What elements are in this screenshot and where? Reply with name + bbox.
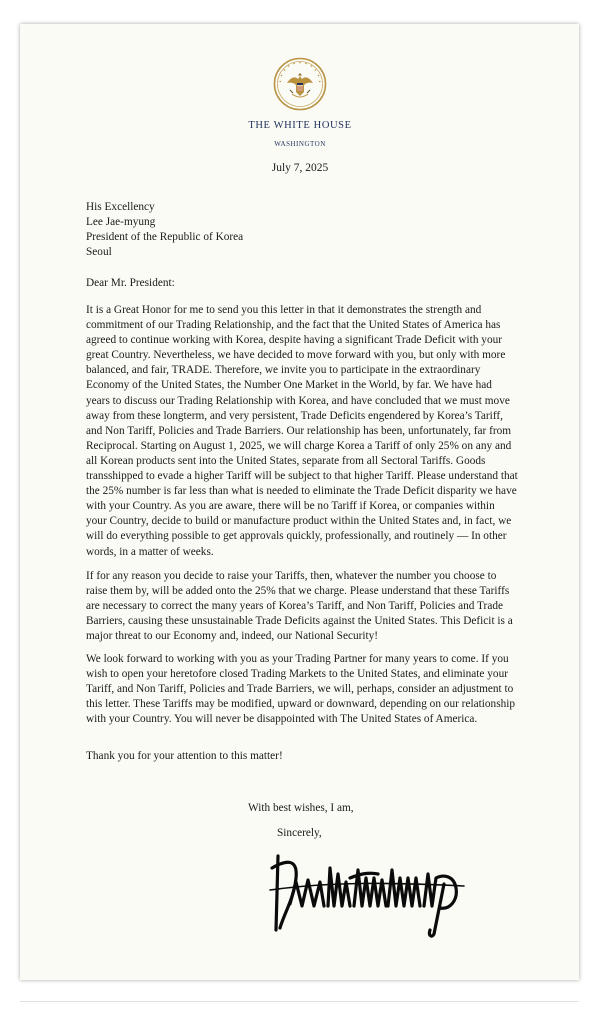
letter-date: July 7, 2025 bbox=[271, 162, 329, 174]
handwritten-signature-icon bbox=[268, 848, 468, 940]
letterhead-city: WASHINGTON bbox=[274, 140, 326, 148]
salutation: Dear Mr. President: bbox=[86, 277, 175, 289]
recipient-line: His Excellency bbox=[86, 201, 155, 213]
recipient-address bbox=[86, 200, 243, 260]
body-paragraph: If for any reason you decide to raise your Tariffs, then, whatever the number you choose to raise them by, will be added onto the 25% that we charge. Please understand that these Tariffs are necessary to correct the many years of Korea’s Tariff, and Non Tariff, Policies and Trade Barriers, causing these unsustainable Trade Deficits against the United States. This Deficit is a major threat to our Economy and, indeed, our National Security! bbox=[86, 570, 513, 643]
divider bbox=[20, 1001, 579, 1002]
presidential-seal-icon bbox=[273, 57, 327, 111]
body-paragraph: Thank you for your attention to this matter! bbox=[86, 750, 283, 762]
closing-line: With best wishes, I am, bbox=[248, 802, 354, 814]
recipient-line: President of the Republic of Korea bbox=[86, 231, 244, 244]
letterhead-title: THE WHITE HOUSE bbox=[248, 120, 352, 131]
sign-off: Sincerely, bbox=[277, 827, 322, 839]
body-paragraph: We look forward to working with you as your Trading Partner for many years to come. If you wish to open your heretofore closed Trading Markets to the United States, and eliminate your Tariff, and Non Tariff, Policies and Trade Barriers, we will, perhaps, consider an adjustment to this letter. These Tariffs may be modified, upward or downward, depending on our relationship with your Country. You will never be disappointed with The United States of America. bbox=[86, 653, 516, 726]
body-paragraph: It is a Great Honor for me to send you this letter in that it demonstrates the strength and commitment of our Trading Relationship, and the fact that the United States of America has agreed to continue working with Korea, despite having a significant Trade Deficit with your great Country. Nevertheless, we have decided to move forward with you, but only with more balanced, and fair, TRADE. Therefore, we invite you to participate in the extraordinary Economy of the United States, the Number One Market in the World, by far. We have had years to discuss our Trading Relationship with Korea, and have concluded that we must move away from these longterm, and very persistent, Trade Deficits engendered by Korea’s Tariff, and Non Tariff, Policies and Trade Barriers. Our relationship has been, unfortunately, far from Reciprocal. Starting on August 1, 2025, we will charge Korea a Tariff of only 25% on any and all Korean products sent into the United States, separate from all Sectoral Tariffs. Goods transshipped to evade a higher Tariff will be subject to that higher Tariff. Please understand that the 25% number is far less than what is needed to eliminate the Trade Deficit disparity we have with your Country. As you are aware, there will be no Tariff if Korea, or companies within your Country, decide to build or manufacture product within the United States and, in fact, we will do everything possible to get approvals quickly, professionally, and routinely — In other words, in a matter of weeks. bbox=[86, 304, 518, 558]
recipient-line: Lee Jae-myung bbox=[86, 216, 156, 229]
recipient-line: Seoul bbox=[86, 246, 112, 259]
